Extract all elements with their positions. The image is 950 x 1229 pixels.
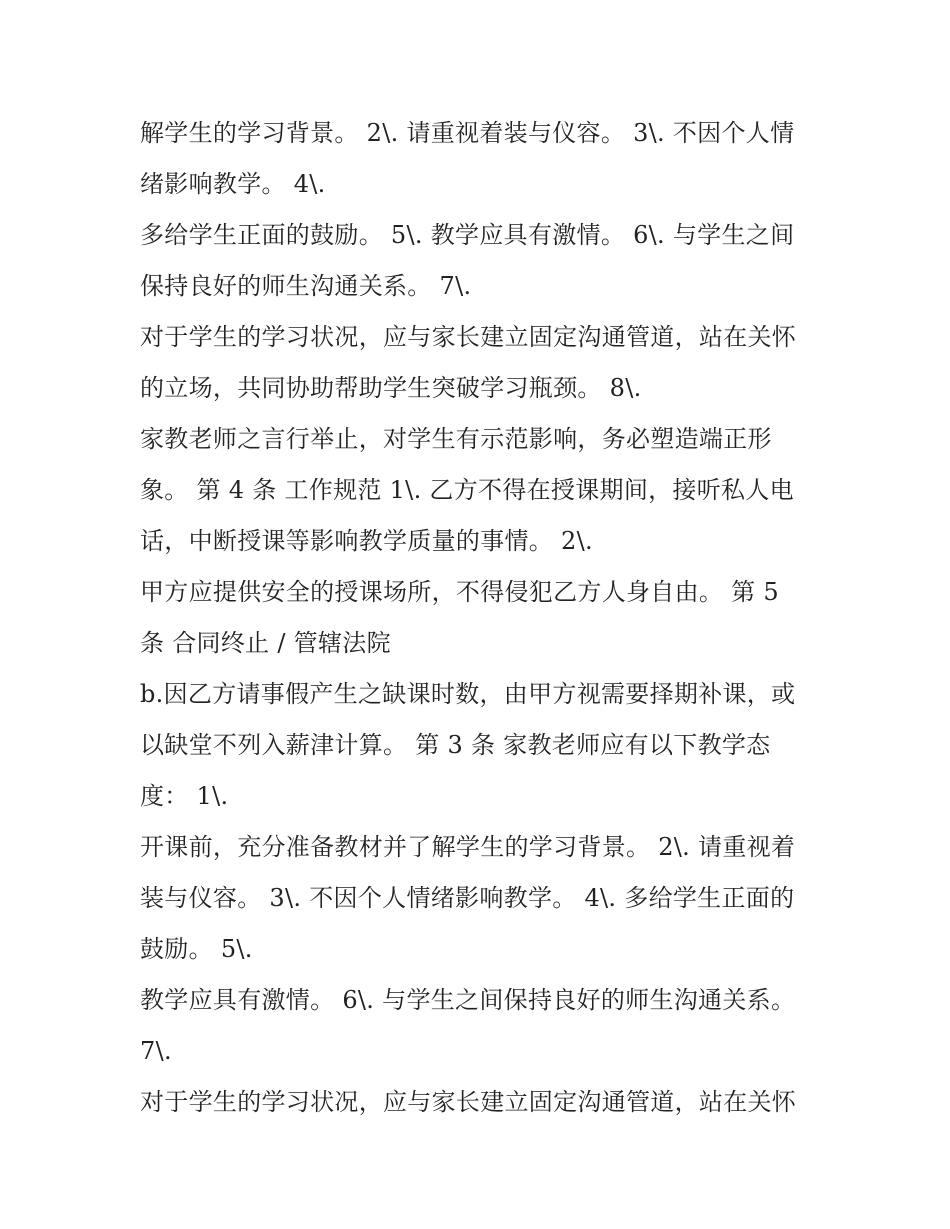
text-line: b.因乙方请事假产生之缺课时数，由甲方视需要择期补课，或 — [140, 680, 796, 708]
text-line: 的立场，共同协助帮助学生突破学习瓶颈。 8\. — [140, 374, 642, 402]
text-line: 绪影响教学。 4\. — [140, 170, 326, 198]
text-line: 鼓励。 5\. — [140, 935, 253, 963]
text-line: 对于学生的学习状况，应与家长建立固定沟通管道，站在关怀 — [140, 1088, 797, 1116]
text-line: 保持良好的师生沟通关系。 7\. — [140, 272, 472, 300]
document-body — [140, 108, 830, 1128]
text-line: 装与仪容。 3\. 不因个人情绪影响教学。 4\. 多给学生正面的 — [140, 884, 795, 912]
text-line: 开课前，充分准备教材并了解学生的学习背景。 2\. 请重视着 — [140, 833, 796, 861]
text-line: 条 合同终止 / 管辖法院 — [140, 629, 391, 657]
text-line: 话，中断授课等影响教学质量的事情。 2\. — [140, 527, 593, 555]
text-line: 对于学生的学习状况，应与家长建立固定沟通管道，站在关怀 — [140, 323, 797, 351]
text-line: 家教老师之言行举止，对学生有示范影响，务必塑造端正形 — [140, 425, 772, 453]
text-line: 象。 第 4 条 工作规范 1\. 乙方不得在授课期间，接听私人电 — [140, 476, 794, 504]
text-line: 以缺堂不列入薪津计算。 第 3 条 家教老师应有以下教学态 — [140, 731, 771, 759]
text-line: 解学生的学习背景。 2\. 请重视着装与仪容。 3\. 不因个人情 — [140, 119, 795, 147]
text-line: 多给学生正面的鼓励。 5\. 教学应具有激情。 6\. 与学生之间 — [140, 221, 795, 249]
text-line: 度： 1\. — [140, 782, 229, 810]
text-line: 甲方应提供安全的授课场所，不得侵犯乙方人身自由。 第 5 — [140, 578, 779, 606]
text-line: 教学应具有激情。 6\. 与学生之间保持良好的师生沟通关系。 — [140, 986, 796, 1014]
text-line: 7\. — [140, 1037, 172, 1065]
